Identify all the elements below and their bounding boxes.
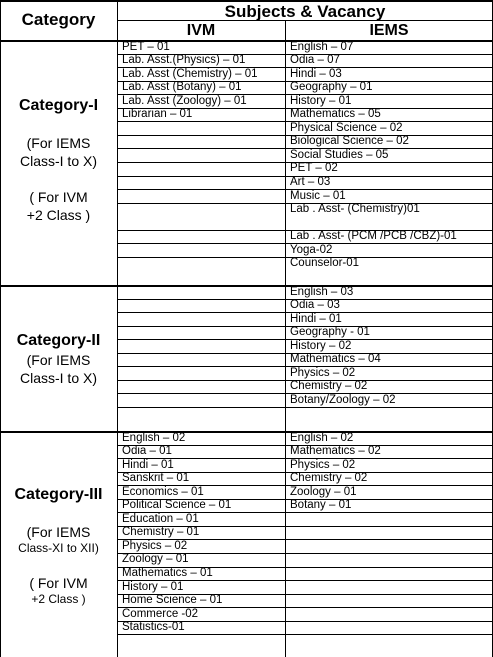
table-cell-ivm: Lab. Asst (Botany) – 01 bbox=[122, 81, 242, 94]
category-2-label bbox=[0, 331, 117, 387]
table-cell-iems: History – 01 bbox=[290, 94, 352, 107]
category-3-sub3: ( For IVM bbox=[29, 575, 88, 591]
table-cell-iems: Physics – 02 bbox=[290, 458, 356, 471]
table-cell-ivm: Political Science – 01 bbox=[122, 499, 232, 512]
category-3-sub1: (For IEMS bbox=[26, 524, 91, 540]
table-cell-ivm: Commerce -02 bbox=[122, 607, 199, 620]
header-ivm: IVM bbox=[186, 22, 216, 39]
table-cell-iems: Odia – 03 bbox=[290, 299, 340, 312]
table-cell-iems: Biological Science – 02 bbox=[290, 135, 409, 148]
table-cell-ivm: Librarian – 01 bbox=[122, 108, 193, 121]
table-cell-iems: Botany – 01 bbox=[290, 499, 352, 512]
table-cell-ivm: Education – 01 bbox=[122, 512, 199, 525]
category-1-sub1: (For IEMS bbox=[26, 135, 91, 151]
category-3-sub2: Class-XI to XII) bbox=[18, 541, 99, 555]
table-cell-iems: Lab . Asst- (PCM /PCB /CBZ)-01 bbox=[290, 230, 457, 243]
table-cell-iems: Mathematics – 02 bbox=[290, 445, 381, 458]
table-cell-iems: English – 02 bbox=[290, 431, 354, 444]
table-cell-ivm: Lab. Asst.(Physics) – 01 bbox=[122, 54, 246, 67]
table-cell-iems: Odia – 07 bbox=[290, 54, 340, 67]
category-1-sub4: +2 Class ) bbox=[26, 207, 91, 223]
table-cell-iems: PET – 02 bbox=[290, 162, 338, 175]
table-cell-iems: Geography – 01 bbox=[290, 81, 373, 94]
table-cell-iems: Hindi – 03 bbox=[290, 67, 342, 80]
category-1-title: Category-I bbox=[18, 97, 99, 114]
table-cell-ivm: Sanskrit – 01 bbox=[122, 472, 190, 485]
table-cell-ivm: Odia – 01 bbox=[122, 445, 172, 458]
header-subjects-vacancy: Subjects & Vacancy bbox=[224, 2, 386, 21]
row-rule bbox=[117, 634, 492, 635]
table-cell-iems: Art – 03 bbox=[290, 176, 331, 188]
table-cell-iems: English – 07 bbox=[290, 40, 354, 53]
table-cell-iems: History – 02 bbox=[290, 339, 352, 352]
table-cell-iems: Mathematics – 04 bbox=[290, 353, 381, 366]
rule-top bbox=[0, 0, 492, 2]
table-cell-ivm: Zoology – 01 bbox=[122, 553, 189, 566]
table-cell-ivm: Home Science – 01 bbox=[122, 594, 223, 607]
category-2-sub1: (For IEMS bbox=[26, 352, 91, 368]
category-1-sub3: ( For IVM bbox=[29, 189, 88, 205]
table-cell-ivm: Chemistry – 01 bbox=[122, 526, 200, 539]
category-1-sub2: Class-I to X) bbox=[19, 153, 97, 169]
rule-left bbox=[0, 0, 1, 657]
table-cell-iems: Zoology – 01 bbox=[290, 485, 357, 498]
rule-category bbox=[117, 0, 118, 657]
header-iems: IEMS bbox=[369, 22, 409, 39]
table-cell-ivm: English – 02 bbox=[122, 431, 186, 444]
table-cell-iems: Chemistry – 02 bbox=[290, 380, 368, 393]
table-cell-ivm: Mathematics – 01 bbox=[122, 567, 213, 579]
table-cell-iems: Lab . Asst- (Chemistry)01 bbox=[290, 203, 420, 216]
table-cell-iems: Counselor-01 bbox=[290, 257, 360, 270]
table-cell-iems: Physics – 02 bbox=[290, 366, 356, 379]
table-cell-iems: Chemistry – 02 bbox=[290, 472, 368, 485]
category-1-label bbox=[0, 96, 117, 224]
table-cell-iems: English – 03 bbox=[290, 285, 354, 298]
table-cell-iems: Physical Science – 02 bbox=[290, 121, 403, 134]
table-cell-ivm: Hindi – 01 bbox=[122, 458, 174, 471]
table-cell-ivm: PET – 01 bbox=[122, 40, 170, 53]
category-2-title: Category-II bbox=[16, 332, 101, 349]
table-cell-iems: Mathematics – 05 bbox=[290, 108, 381, 121]
header-category: Category bbox=[21, 10, 96, 29]
table-cell-iems: Botany/Zoology – 02 bbox=[290, 393, 396, 406]
category-3-label bbox=[0, 485, 117, 607]
table-cell-iems: Social Studies – 05 bbox=[290, 148, 389, 161]
table-cell-ivm: Economics – 01 bbox=[122, 485, 204, 498]
table-cell-iems: Yoga-02 bbox=[290, 243, 333, 256]
table-cell-ivm: Statistics-01 bbox=[122, 621, 185, 634]
table-cell-iems: Hindi – 01 bbox=[290, 312, 342, 325]
table-cell-iems: Music – 01 bbox=[290, 189, 346, 202]
table-cell-ivm: Lab. Asst (Zoology) – 01 bbox=[122, 94, 247, 107]
table-cell-ivm: Lab. Asst (Chemistry) – 01 bbox=[122, 67, 258, 80]
rule-subheader bbox=[117, 20, 492, 21]
table-cell-ivm: History – 01 bbox=[122, 580, 184, 593]
category-3-sub4: +2 Class ) bbox=[31, 592, 86, 606]
table-cell-ivm: Physics – 02 bbox=[122, 539, 188, 552]
table-cell-iems: Geography - 01 bbox=[290, 326, 370, 339]
category-3-title: Category-III bbox=[14, 486, 103, 503]
category-2-sub2: Class-I to X) bbox=[19, 370, 97, 386]
row-rule bbox=[117, 407, 492, 408]
